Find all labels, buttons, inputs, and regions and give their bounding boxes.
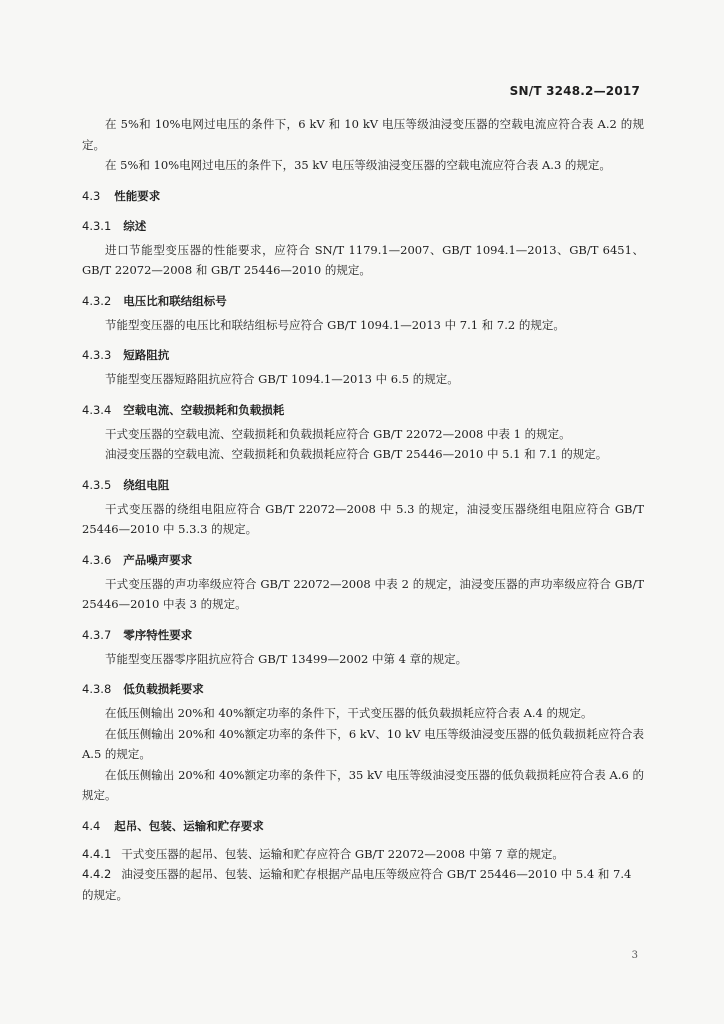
paragraph: 油浸变压器的空载电流、空载损耗和负载损耗应符合 GB/T 25446—2010 中 5.1 和 7.1 的规定。 — [105, 447, 608, 461]
section-title: 空载电流、空载损耗和负载损耗 — [123, 402, 285, 417]
section-title: 产品噪声要求 — [123, 552, 193, 567]
section-heading-4-3-5 — [82, 475, 644, 495]
section-number: 4.3 — [82, 188, 101, 203]
paragraph: 干式变压器的声功率级应符合 GB/T 22072—2008 中表 2 的规定，油浸变压器的声功率级应符合 GB/T 25446—2010 中表 3 的规定。 — [82, 576, 644, 611]
section-number: 4.3.7 — [82, 627, 112, 642]
paragraph: 干式变压器的绕组电阻应符合 GB/T 22072—2008 中 5.3 的规定，油浸变压器绕组电阻应符合 GB/T 25446—2010 中 5.3.3 的规定。 — [82, 501, 644, 536]
section-number: 4.3.2 — [82, 293, 112, 308]
page-number: 3 — [631, 950, 638, 961]
paragraph: 在 5%和 10%电网过电压的条件下，35 kV 电压等级油浸变压器的空载电流应符合表 A.3 的规定。 — [105, 158, 611, 172]
section-heading-4-3-6 — [82, 550, 644, 570]
paragraph: 干式变压器的空载电流、空载损耗和负载损耗应符合 GB/T 22072—2008 中表 1 的规定。 — [105, 426, 571, 441]
paragraph: 在低压侧输出 20%和 40%额定功率的条件下，6 kV、10 kV 电压等级油浸变压器的低负载损耗应符合表 A.5 的规定。 — [82, 726, 644, 761]
section-heading-4-3-3 — [82, 345, 644, 365]
paragraph: 在 5%和 10%电网过电压的条件下，6 kV 和 10 kV 电压等级油浸变压器的空载电流应符合表 A.2 的规定。 — [82, 117, 644, 152]
section-number: 4.3.6 — [82, 552, 112, 567]
clause-4-4-2 — [82, 864, 644, 905]
section-heading-4-4 — [82, 816, 644, 836]
standard-number: SN/T 3248.2—2017 — [509, 84, 640, 98]
section-title: 综述 — [123, 218, 147, 233]
document-body — [82, 114, 644, 905]
section-number: 4.4 — [82, 818, 101, 833]
paragraph: 在低压侧输出 20%和 40%额定功率的条件下，干式变压器的低负载损耗应符合表 A.4 的规定。 — [105, 706, 593, 720]
section-title: 起吊、包装、运输和贮存要求 — [114, 818, 264, 833]
paragraph: 进口节能型变压器的性能要求，应符合 SN/T 1179.1—2007、GB/T 1094.1—2013、GB/T 6451、GB/T 22072—2008 和 GB/T 25446—2010 的规定。 — [82, 242, 644, 277]
section-heading-4-3-1 — [82, 216, 644, 236]
clause-number: 4.4.2 — [82, 867, 112, 881]
section-heading-4-3-4 — [82, 400, 644, 420]
clause-text: 干式变压器的起吊、包装、运输和贮存应符合 GB/T 22072—2008 中第 7 章的规定。 — [121, 846, 564, 861]
section-heading-4-3-8 — [82, 679, 644, 699]
clause-4-4-1 — [82, 844, 644, 865]
section-title: 电压比和联结组标号 — [123, 293, 227, 308]
section-title: 短路阻抗 — [123, 348, 170, 362]
paragraph: 节能型变压器零序阻抗应符合 GB/T 13499—2002 中第 4 章的规定。 — [105, 651, 468, 666]
paragraph: 在低压侧输出 20%和 40%额定功率的条件下，35 kV 电压等级油浸变压器的低负载损耗应符合表 A.6 的规定。 — [82, 767, 644, 802]
section-heading-4-3 — [82, 186, 644, 206]
section-number: 4.3.1 — [82, 218, 112, 233]
section-title: 性能要求 — [114, 188, 161, 203]
section-title: 零序特性要求 — [123, 627, 193, 642]
section-heading-4-3-7 — [82, 625, 644, 645]
clause-number: 4.4.1 — [82, 846, 112, 861]
paragraph: 节能型变压器短路阻抗应符合 GB/T 1094.1—2013 中 6.5 的规定。 — [105, 372, 459, 386]
section-number: 4.3.3 — [82, 348, 112, 362]
section-title: 绕组电阻 — [123, 477, 170, 492]
section-title: 低负载损耗要求 — [123, 682, 204, 696]
section-number: 4.3.4 — [82, 402, 112, 417]
section-heading-4-3-2 — [82, 291, 644, 311]
paragraph: 节能型变压器的电压比和联结组标号应符合 GB/T 1094.1—2013 中 7.1 和 7.2 的规定。 — [105, 317, 565, 332]
clause-text: 油浸变压器的起吊、包装、运输和贮存根据产品电压等级应符合 GB/T 25446—2010 中 5.4 和 7.4 的规定。 — [82, 867, 632, 902]
section-number: 4.3.8 — [82, 682, 112, 696]
section-number: 4.3.5 — [82, 477, 112, 492]
